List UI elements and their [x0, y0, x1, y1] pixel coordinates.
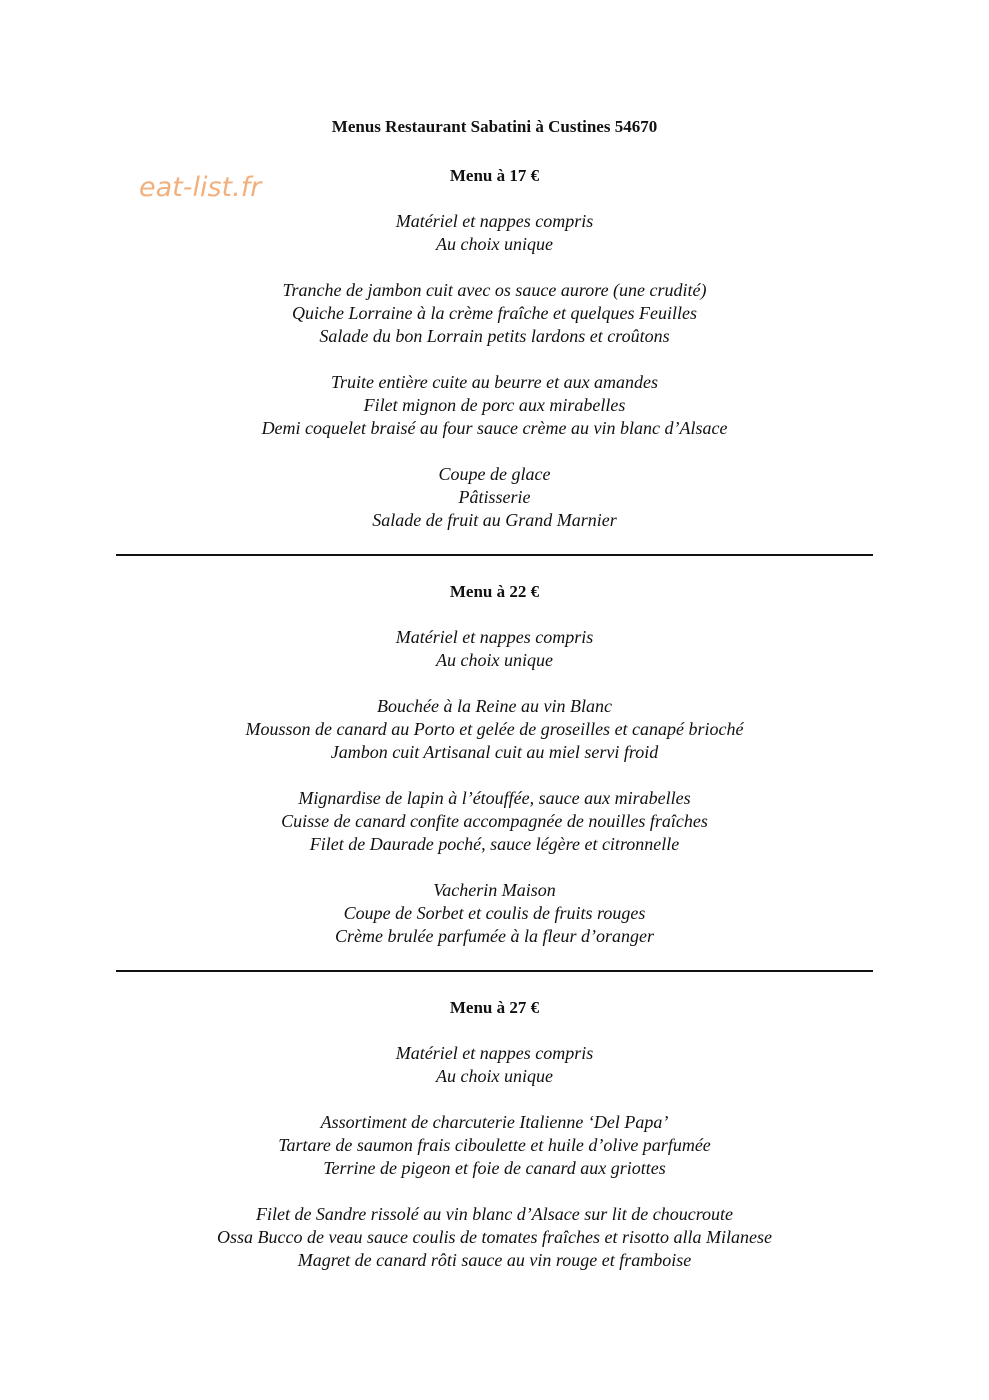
dish-item: Jambon cuit Artisanal cuit au miel servi froid [330, 742, 659, 762]
dish-item: Pâtisserie [458, 487, 531, 507]
section-divider [116, 554, 873, 556]
dish-item: Tranche de jambon cuit avec os sauce aurore (une crudité) [282, 280, 707, 300]
dish-item: Coupe de glace [438, 464, 551, 484]
dish-item: Quiche Lorraine à la crème fraîche et quelques Feuilles [292, 303, 697, 323]
dish-item: Salade du bon Lorrain petits lardons et croûtons [319, 326, 670, 346]
menu-info [0, 626, 989, 672]
desserts-list [0, 879, 989, 948]
dish-item: Mignardise de lapin à l’étouffée, sauce aux mirabelles [298, 788, 691, 808]
starters-list [0, 695, 989, 764]
dish-item: Filet de Sandre rissolé au vin blanc d’Alsace sur lit de choucroute [255, 1204, 734, 1224]
dish-item: Terrine de pigeon et foie de canard aux griottes [323, 1158, 666, 1178]
dish-item: Assortiment de charcuterie Italienne ‘Del Papa’ [320, 1112, 669, 1132]
dish-item: Filet mignon de porc aux mirabelles [363, 395, 626, 415]
mains-list [0, 1203, 989, 1272]
menu-heading: Menu à 22 € [449, 582, 540, 601]
menu-info [0, 210, 989, 256]
menu-info [0, 1042, 989, 1088]
dish-item: Truite entière cuite au beurre et aux amandes [330, 372, 659, 392]
starters-list [0, 1111, 989, 1180]
dish-item: Tartare de saumon frais ciboulette et huile d’olive parfumée [278, 1135, 711, 1155]
dish-item: Ossa Bucco de veau sauce coulis de tomates fraîches et risotto alla Milanese [217, 1227, 772, 1247]
mains-list [0, 787, 989, 856]
dish-item: Demi coquelet braisé au four sauce crème au vin blanc d’Alsace [261, 418, 728, 438]
menu-heading: Menu à 27 € [449, 998, 540, 1017]
starters-list [0, 279, 989, 348]
menu-info-line: Matériel et nappes compris [395, 1043, 594, 1063]
dish-item: Bouchée à la Reine au vin Blanc [377, 696, 612, 716]
menu-info-line: Au choix unique [436, 1066, 553, 1086]
menu-section-17 [0, 164, 989, 532]
dish-item: Vacherin Maison [433, 880, 556, 900]
dish-item: Crème brulée parfumée à la fleur d’oranger [335, 926, 654, 946]
menu-info-line: Au choix unique [436, 650, 553, 670]
dish-item: Cuisse de canard confite accompagnée de nouilles fraîches [281, 811, 708, 831]
menu-info-line: Au choix unique [436, 234, 553, 254]
page-title: Menus Restaurant Sabatini à Custines 54670 [331, 117, 658, 136]
dish-item: Magret de canard rôti sauce au vin rouge et framboise [297, 1250, 692, 1270]
menu-heading: Menu à 17 € [449, 166, 540, 185]
watermark-logo: eat-list.fr [139, 172, 262, 203]
menu-section-22 [0, 580, 989, 948]
dish-item: Filet de Daurade poché, sauce légère et citronnelle [309, 834, 680, 854]
menu-section-27 [0, 996, 989, 1272]
menu-info-line: Matériel et nappes compris [395, 211, 594, 231]
dish-item: Coupe de Sorbet et coulis de fruits rouges [343, 903, 646, 923]
menu-info-line: Matériel et nappes compris [395, 627, 594, 647]
dish-item: Mousson de canard au Porto et gelée de groseilles et canapé brioché [245, 719, 744, 739]
desserts-list [0, 463, 989, 532]
mains-list [0, 371, 989, 440]
dish-item: Salade de fruit au Grand Marnier [372, 510, 617, 530]
section-divider [116, 970, 873, 972]
